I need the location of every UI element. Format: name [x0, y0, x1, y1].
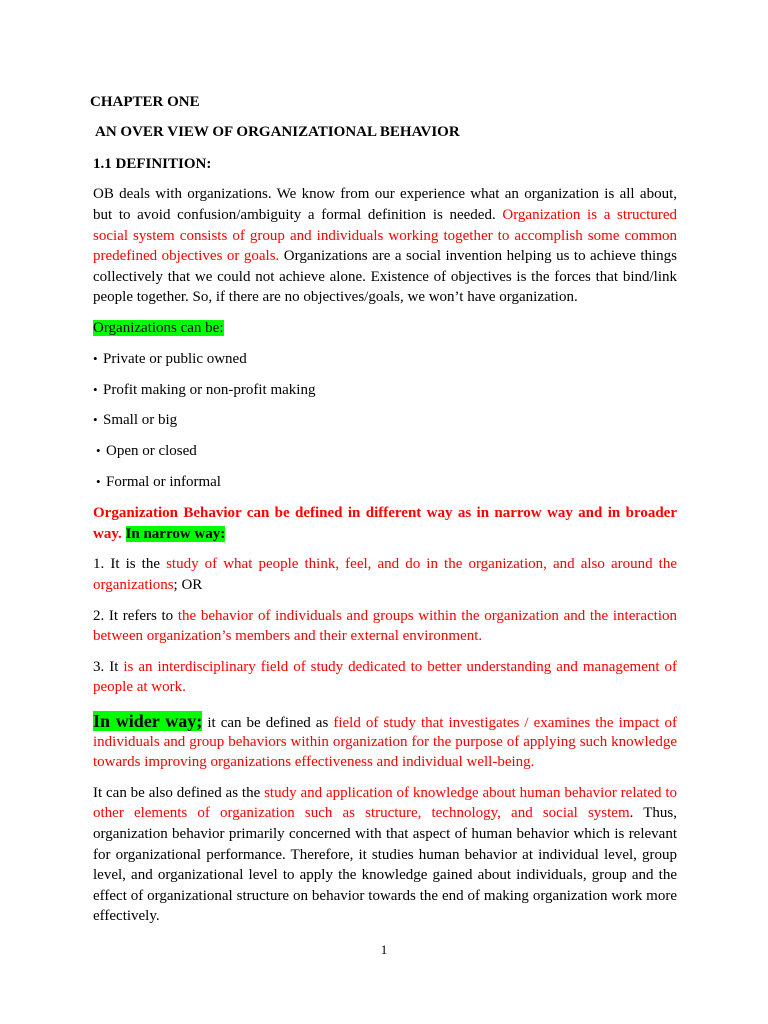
highlighted-label: Organizations can be:: [93, 320, 224, 336]
paragraph-line: collectively that we could not achieve alone. Existence of objectives is the forces that bind/link: [93, 269, 677, 285]
paragraph-line: social system consists of group and individuals working together to accomplish some common: [93, 228, 677, 244]
list-item: [93, 380, 677, 401]
paragraph-text: Organizations are a social invention helping us to achieve things: [283, 248, 677, 264]
paragraph-line: OB deals with organizations. We know from our experience what an organization is all about,: [93, 186, 677, 202]
paragraph-line: effectively.: [93, 908, 160, 924]
highlighted-label: In wider way;: [93, 711, 203, 731]
numbered-item-line: [93, 657, 677, 678]
chapter-heading: CHAPTER ONE: [90, 94, 200, 110]
paragraph-line: for organizational performance. Therefore, it studies human behavior at individual level, group: [93, 847, 677, 863]
list-item-text: Profit making or non-profit making: [103, 382, 316, 398]
paragraph-line: [93, 205, 677, 226]
red-text: study of what people think, feel, and do in the organization, and also around the: [166, 556, 677, 572]
paragraph-text: ; OR: [173, 577, 203, 593]
chapter-title: AN OVER VIEW OF ORGANIZATIONAL BEHAVIOR: [95, 124, 460, 140]
bullet-icon: •: [96, 474, 101, 489]
list-item: [96, 472, 680, 493]
paragraph-line: [93, 803, 677, 824]
red-text: is an interdisciplinary field of study dedicated to better understanding and management of: [123, 659, 677, 675]
ob-definition-line: [93, 524, 677, 545]
red-text: other elements of organization such as structure, technology, and social system: [93, 805, 630, 821]
item-number-text: 2. It refers to: [93, 608, 174, 624]
paragraph-line: [93, 246, 677, 267]
paragraph-line: [93, 783, 677, 804]
wider-way-line: individuals and group behaviors within organization for the purpose of applying such knowledge: [93, 734, 677, 750]
numbered-item-line: [93, 554, 677, 575]
list-item-text: Formal or informal: [106, 474, 221, 490]
red-text: the behavior of individuals and groups within the organization and the interaction: [177, 608, 677, 624]
ob-definition-line: Organization Behavior can be defined in different way as in narrow way and in broader: [93, 505, 677, 521]
red-text: study and application of knowledge about human behavior related to: [264, 785, 677, 801]
paragraph-text: but to avoid confusion/ambiguity a formal definition is needed.: [93, 207, 496, 223]
bullet-icon: •: [93, 382, 98, 397]
paragraph-line: people together. So, if there are no objectives/goals, we won’t have organization.: [93, 289, 578, 305]
paragraph-text: it can be defined as: [207, 715, 329, 731]
paragraph-text: . Thus,: [629, 805, 677, 821]
numbered-item-line: between organization’s members and their external environment.: [93, 628, 483, 644]
list-item-text: Open or closed: [106, 443, 197, 459]
list-item-text: Small or big: [103, 412, 178, 428]
wider-way-line: towards improving organizations effectiveness and individual well-being.: [93, 754, 535, 770]
highlighted-label: In narrow way:: [125, 526, 226, 542]
bullet-icon: •: [93, 412, 98, 427]
bullet-icon: •: [93, 351, 98, 366]
red-text: organizations: [93, 577, 174, 593]
red-text: way.: [93, 526, 122, 542]
list-item-text: Private or public owned: [103, 351, 247, 367]
page-number: 1: [380, 942, 388, 957]
red-text: predefined objectives or goals.: [93, 248, 280, 264]
section-heading: 1.1 DEFINITION:: [93, 156, 212, 172]
paragraph-line: effect of organizational structure on behavior towards the end of making organization work more: [93, 888, 677, 904]
list-item: [93, 410, 677, 431]
paragraph-line: organization behavior primarily concerned with that aspect of human behavior which is relevant: [93, 826, 677, 842]
list-item: [96, 441, 680, 462]
item-number-text: 3. It: [93, 659, 119, 675]
numbered-item-line: [93, 606, 677, 627]
highlight-line: [93, 318, 677, 339]
list-item: [93, 349, 677, 370]
red-text: Organization is a structured: [502, 207, 677, 223]
red-text: field of study that investigates / examines the impact of: [333, 715, 677, 731]
item-number-text: 1. It is the: [93, 556, 160, 572]
numbered-item-line: [93, 575, 677, 596]
paragraph-line: level, and organizational level to apply the knowledge gained about individuals, group and the: [93, 867, 677, 883]
numbered-item-line: people at work.: [93, 679, 186, 695]
bullet-icon: •: [96, 443, 101, 458]
paragraph-text: It can be also defined as the: [93, 785, 261, 801]
